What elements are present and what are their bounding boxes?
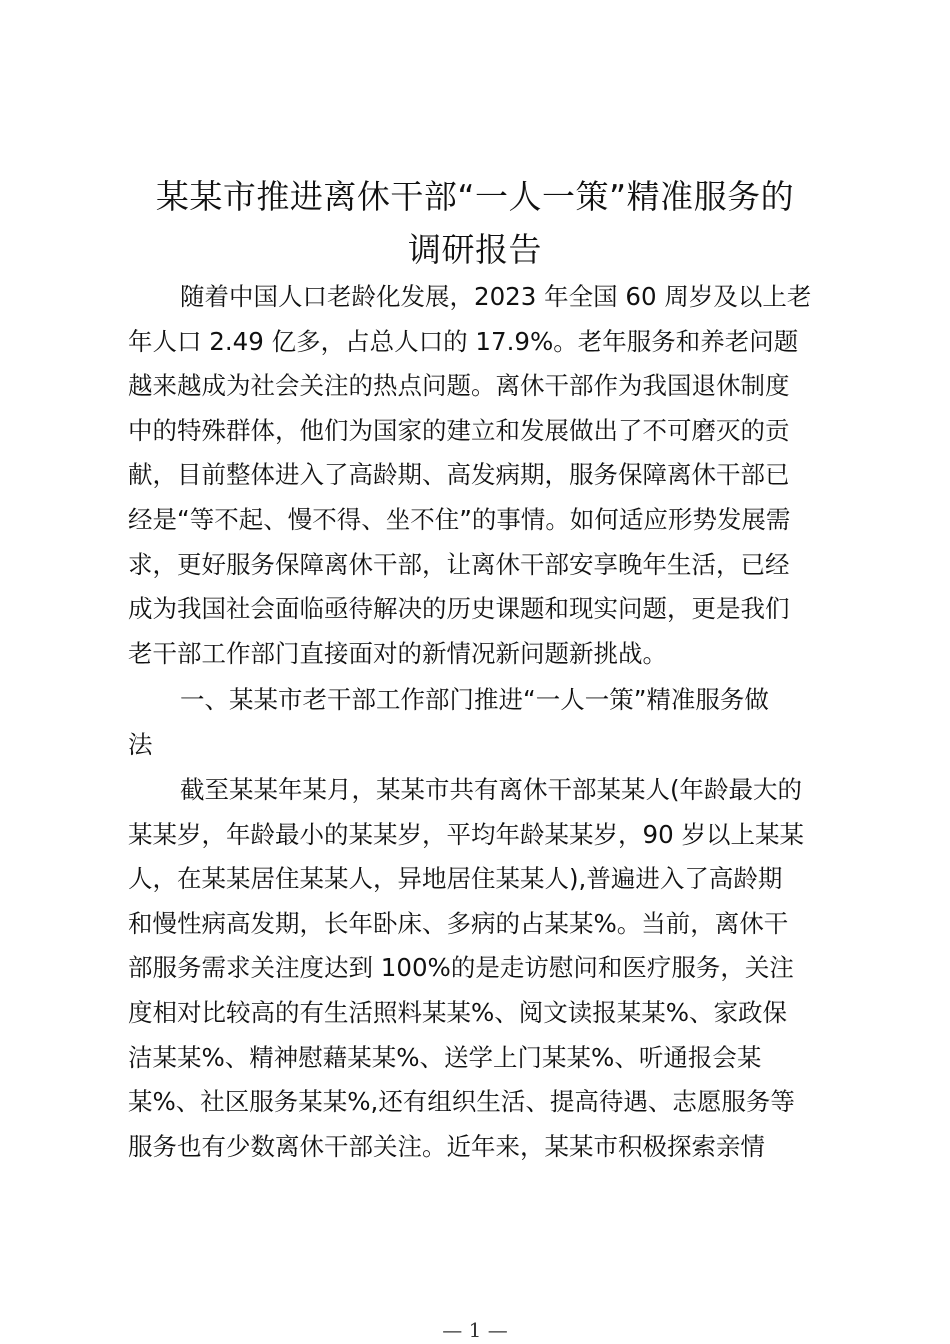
text-line: 截至某某年某月，某某市共有离休干部某某人(年龄最大的 — [180, 775, 803, 804]
text-line: 越来越成为社会关注的热点问题。离休干部作为我国退休制度 — [128, 371, 790, 401]
text-line: 老干部工作部门直接面对的新情况新问题新挑战。 — [128, 638, 667, 668]
title-line: 某某市推进离休干部“一人一策”精准服务的 — [155, 177, 795, 216]
document-title — [100, 170, 850, 276]
text-line: 服务也有少数离休干部关注。近年来，某某市积极探索亲情 — [128, 1131, 765, 1161]
section-heading-1 — [128, 678, 828, 767]
text-line: 某%、社区服务某某%,还有组织生活、提高待遇、志愿服务等 — [128, 1087, 795, 1117]
text-line: 部服务需求关注度达到 100%的是走访慰问和医疗服务，关注 — [128, 953, 794, 983]
title-line: 调研报告 — [408, 230, 542, 269]
text-line: 年人口 2.49 亿多，占总人口的 17.9%。老年服务和养老问题 — [128, 326, 799, 356]
text-line: 献，目前整体进入了高龄期、高发病期，服务保障离休干部已 — [128, 460, 790, 490]
text-line: 度相对比较高的有生活照料某某%、阅文读报某某%、家政保 — [128, 997, 788, 1027]
text-line: 某某岁，年龄最小的某某岁，平均年龄某某岁，90 岁以上某某 — [128, 819, 804, 849]
text-line: 随着中国人口老龄化发展，2023 年全国 60 周岁及以上老 — [180, 282, 812, 311]
text-line: 求，更好服务保障离休干部，让离休干部安享晚年生活，已经 — [128, 549, 790, 579]
page-number: — 1 — — [442, 1318, 508, 1342]
text-line: 洁某某%、精神慰藉某某%、送学上门某某%、听通报会某 — [128, 1042, 762, 1072]
paragraph-section-1 — [128, 768, 828, 1169]
paragraph-intro — [128, 275, 828, 676]
text-line: 经是“等不起、慢不得、坐不住”的事情。如何适应形势发展需 — [128, 504, 791, 534]
text-line: 中的特殊群体，他们为国家的建立和发展做出了不可磨灭的贡 — [128, 415, 790, 445]
text-line: 人，在某某居住某某人，异地居住某某人),普遍进入了高龄期 — [128, 864, 783, 894]
text-line: 和慢性病高发期，长年卧床、多病的占某某%。当前，离休干 — [128, 908, 789, 938]
heading-line: 一、某某市老干部工作部门推进“一人一策”精准服务做 — [180, 685, 769, 714]
text-line: 成为我国社会面临亟待解决的历史课题和现实问题，更是我们 — [128, 594, 790, 624]
heading-line: 法 — [128, 729, 153, 759]
